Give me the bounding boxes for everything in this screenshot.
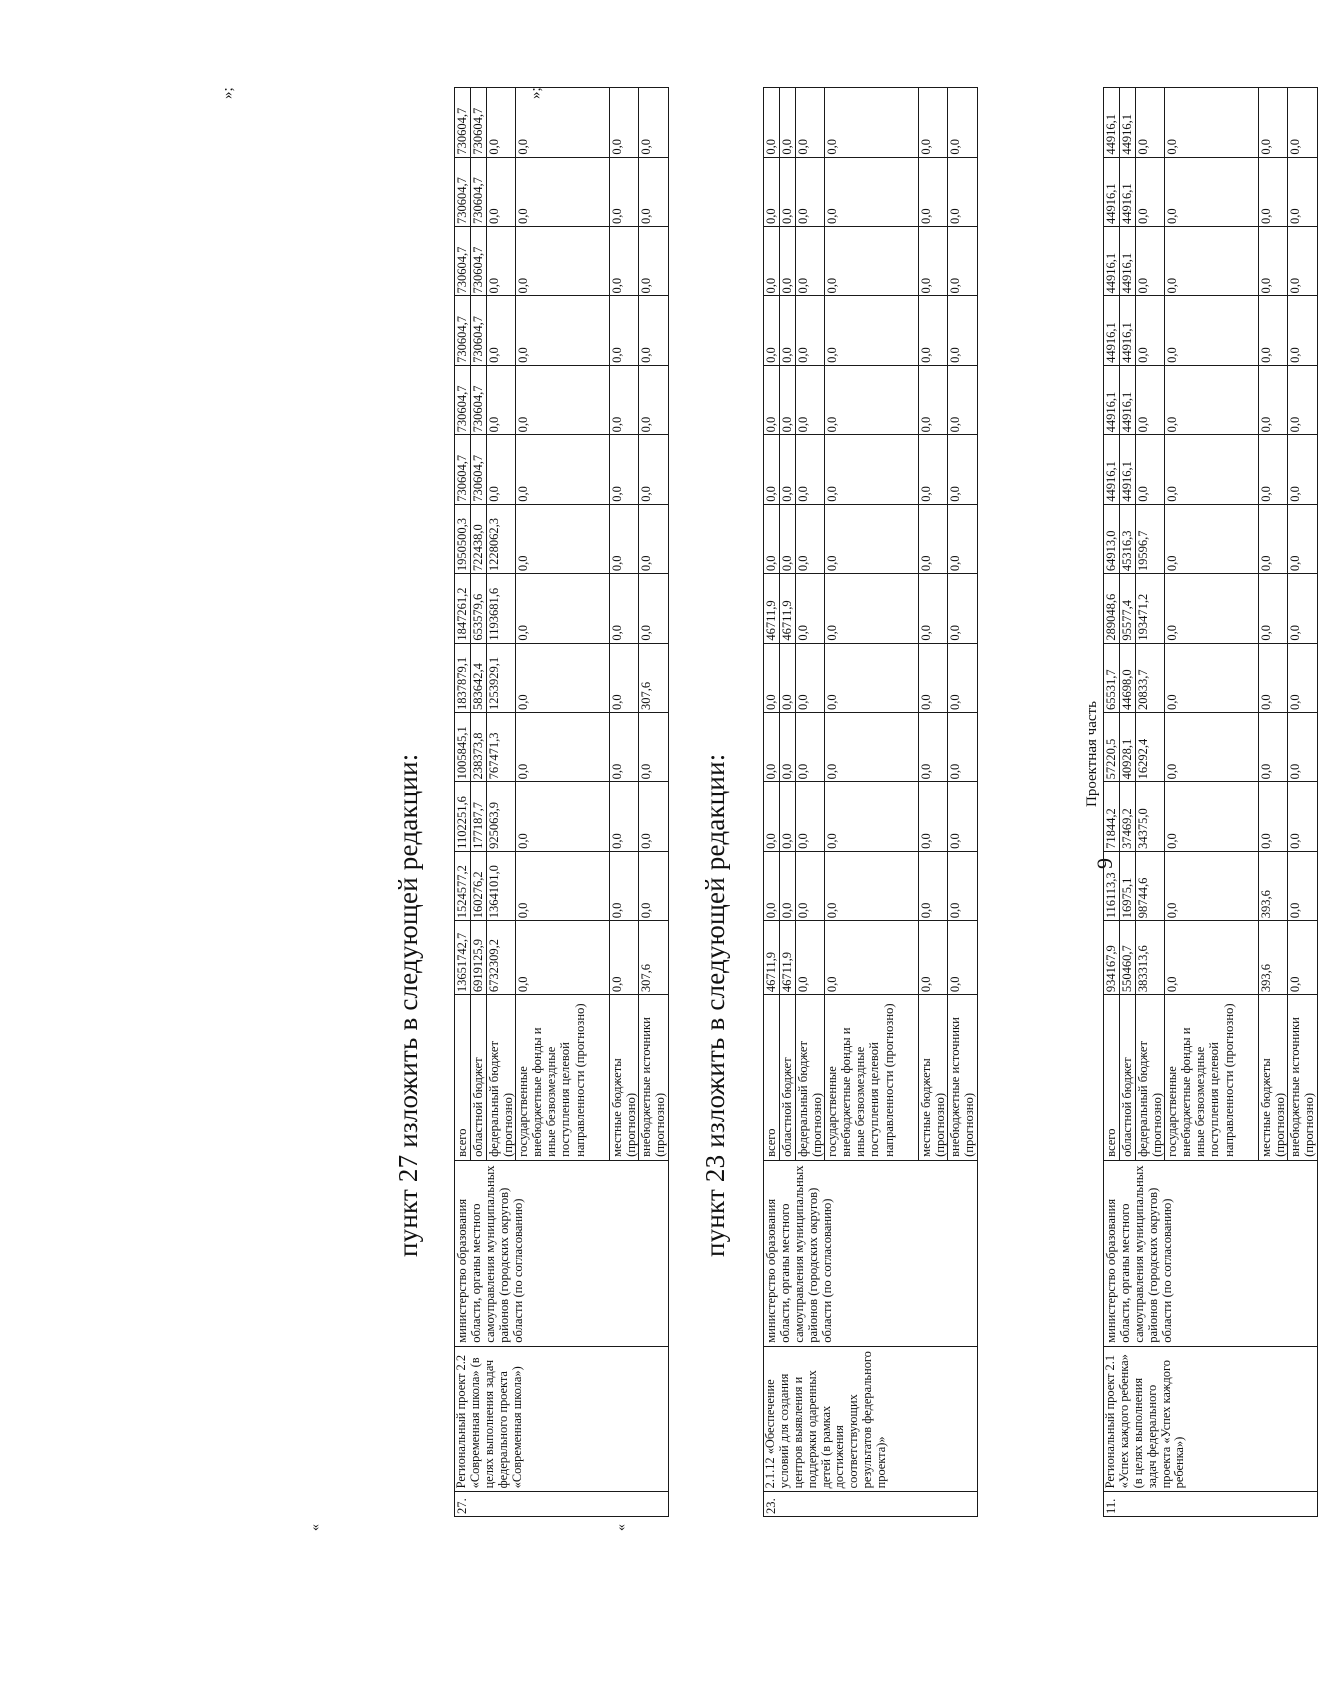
funding-source: местные бюджеты (прогнозно) <box>610 995 639 1161</box>
quote-close-23: »; <box>528 87 544 99</box>
amount-cell: 0,0 <box>1288 713 1317 782</box>
funding-source: федеральный бюджет (прогнозно) <box>1136 995 1165 1161</box>
amount-cell: 0,0 <box>487 296 516 365</box>
amount-cell: 0,0 <box>919 227 948 296</box>
amount-cell: 34375,0 <box>1136 782 1165 851</box>
amount-cell: 0,0 <box>825 435 919 504</box>
amount-cell: 0,0 <box>796 851 825 920</box>
amount-cell: 98744,6 <box>1136 851 1165 920</box>
amount-cell: 44916,1 <box>1120 227 1136 296</box>
amount-cell: 0,0 <box>780 782 796 851</box>
amount-cell: 0,0 <box>1259 504 1288 573</box>
amount-cell: 44916,1 <box>1104 435 1120 504</box>
amount-cell: 0,0 <box>516 296 610 365</box>
amount-cell: 0,0 <box>825 157 919 226</box>
amount-cell: 0,0 <box>948 435 977 504</box>
amount-cell: 0,0 <box>948 365 977 434</box>
amount-cell: 730604,7 <box>455 435 471 504</box>
amount-cell: 0,0 <box>516 504 610 573</box>
funding-source: федеральный бюджет (прогнозно) <box>487 995 516 1161</box>
amount-cell: 0,0 <box>1288 435 1317 504</box>
amount-cell: 44916,1 <box>1104 365 1120 434</box>
table-item-11 <box>1103 87 1318 1517</box>
amount-cell: 0,0 <box>1165 157 1259 226</box>
amount-cell: 0,0 <box>610 504 639 573</box>
amount-cell: 0,0 <box>1259 296 1288 365</box>
amount-cell: 44916,1 <box>1104 157 1120 226</box>
amount-cell: 0,0 <box>825 88 919 158</box>
amount-cell: 0,0 <box>639 157 668 226</box>
amount-cell: 0,0 <box>1136 296 1165 365</box>
amount-cell: 0,0 <box>1288 782 1317 851</box>
amount-cell: 116113,3 <box>1104 851 1120 920</box>
amount-cell: 722438,0 <box>471 504 487 573</box>
amount-cell: 0,0 <box>796 157 825 226</box>
amount-cell: 0,0 <box>610 643 639 712</box>
amount-cell: 0,0 <box>516 643 610 712</box>
amount-cell: 0,0 <box>610 365 639 434</box>
amount-cell: 0,0 <box>516 88 610 158</box>
amount-cell: 40928,1 <box>1120 713 1136 782</box>
amount-cell: 0,0 <box>639 435 668 504</box>
amount-cell: 0,0 <box>1165 713 1259 782</box>
amount-cell: 0,0 <box>610 574 639 643</box>
funding-source: внебюджетные источники (прогнозно) <box>639 995 668 1161</box>
amount-cell: 44916,1 <box>1104 296 1120 365</box>
amount-cell: 0,0 <box>948 157 977 226</box>
amount-cell: 0,0 <box>1165 88 1259 158</box>
amount-cell: 0,0 <box>1288 921 1317 995</box>
amount-cell: 0,0 <box>1259 365 1288 434</box>
amount-cell: 0,0 <box>780 851 796 920</box>
amount-cell: 0,0 <box>516 713 610 782</box>
amount-cell: 730604,7 <box>455 88 471 158</box>
amount-cell: 0,0 <box>1136 88 1165 158</box>
amount-cell: 0,0 <box>1259 574 1288 643</box>
amount-cell: 0,0 <box>610 435 639 504</box>
amount-cell: 0,0 <box>1288 574 1317 643</box>
result-name: Региональный проект 2.1 «Успех каждого ребенка» (в целях выполнения задач федерального проекта «Успех каждого ребенка») <box>1104 1346 1318 1492</box>
result-name: 2.1.12 «Обеспечение условий для создания центров выявления и поддержки одаренных детей (в рамках достижения соответствующих результатов федерального проекта)» <box>764 1346 978 1492</box>
amount-cell: 0,0 <box>764 365 780 434</box>
amount-cell: 0,0 <box>780 157 796 226</box>
amount-cell: 46711,9 <box>780 574 796 643</box>
amount-cell: 0,0 <box>1288 157 1317 226</box>
amount-cell: 193471,2 <box>1136 574 1165 643</box>
amount-cell: 0,0 <box>780 88 796 158</box>
table-item-27 <box>454 87 669 1517</box>
amount-cell: 20833,7 <box>1136 643 1165 712</box>
amount-cell: 0,0 <box>1136 435 1165 504</box>
amount-cell: 46711,9 <box>764 921 780 995</box>
amount-cell: 0,0 <box>487 435 516 504</box>
amount-cell: 37469,2 <box>1120 782 1136 851</box>
amount-cell: 0,0 <box>948 782 977 851</box>
amount-cell: 238373,8 <box>471 713 487 782</box>
amount-cell: 0,0 <box>919 851 948 920</box>
amount-cell: 0,0 <box>516 574 610 643</box>
amount-cell: 0,0 <box>919 296 948 365</box>
amount-cell: 0,0 <box>780 713 796 782</box>
amount-cell: 653579,6 <box>471 574 487 643</box>
funding-source: всего <box>455 995 471 1161</box>
amount-cell: 0,0 <box>1136 157 1165 226</box>
quote-open-27: « <box>308 1524 323 1531</box>
amount-cell: 0,0 <box>1259 713 1288 782</box>
amount-cell: 0,0 <box>1259 157 1288 226</box>
funding-source: государственные внебюджетные фонды и иные безвозмездные поступления целевой направленности (прогнозно) <box>516 995 610 1161</box>
amount-cell: 0,0 <box>919 365 948 434</box>
amount-cell: 95577,4 <box>1120 574 1136 643</box>
executor: министерство образования области, органы местного самоуправления муниципальных районов (городских округов) области (по согласованию) <box>455 1160 669 1346</box>
amount-cell: 307,6 <box>639 643 668 712</box>
amount-cell: 0,0 <box>1165 296 1259 365</box>
amount-cell: 0,0 <box>516 921 610 995</box>
amount-cell: 0,0 <box>948 574 977 643</box>
amount-cell: 730604,7 <box>471 296 487 365</box>
amount-cell: 1228062,3 <box>487 504 516 573</box>
amount-cell: 0,0 <box>1288 643 1317 712</box>
amount-cell: 0,0 <box>825 643 919 712</box>
amount-cell: 0,0 <box>919 88 948 158</box>
amount-cell: 0,0 <box>1165 574 1259 643</box>
funding-source: федеральный бюджет (прогнозно) <box>796 995 825 1161</box>
amount-cell: 0,0 <box>1259 227 1288 296</box>
project-part-caption: Проектная часть <box>1084 701 1100 807</box>
amount-cell: 0,0 <box>487 157 516 226</box>
amount-cell: 44916,1 <box>1104 88 1120 158</box>
amount-cell: 0,0 <box>825 227 919 296</box>
amount-cell: 0,0 <box>780 643 796 712</box>
table-row <box>764 88 780 1517</box>
row-number: 11. <box>1104 1492 1318 1517</box>
heading-item-23: пункт 23 изложить в следующей редакции: <box>700 753 730 1257</box>
amount-cell: 0,0 <box>1288 88 1317 158</box>
amount-cell: 0,0 <box>780 227 796 296</box>
amount-cell: 0,0 <box>1259 88 1288 158</box>
amount-cell: 0,0 <box>919 643 948 712</box>
amount-cell: 0,0 <box>1288 851 1317 920</box>
amount-cell: 0,0 <box>1165 851 1259 920</box>
amount-cell: 0,0 <box>1165 782 1259 851</box>
amount-cell: 0,0 <box>948 296 977 365</box>
amount-cell: 0,0 <box>516 435 610 504</box>
amount-cell: 0,0 <box>825 782 919 851</box>
amount-cell: 44916,1 <box>1120 157 1136 226</box>
amount-cell: 0,0 <box>610 921 639 995</box>
amount-cell: 1364101,0 <box>487 851 516 920</box>
amount-cell: 0,0 <box>487 88 516 158</box>
amount-cell: 0,0 <box>1165 504 1259 573</box>
amount-cell: 0,0 <box>1259 643 1288 712</box>
amount-cell: 0,0 <box>825 921 919 995</box>
amount-cell: 16292,4 <box>1136 713 1165 782</box>
amount-cell: 550460,7 <box>1120 921 1136 995</box>
amount-cell: 160276,2 <box>471 851 487 920</box>
page-number: 9 <box>1092 858 1117 869</box>
amount-cell: 0,0 <box>796 643 825 712</box>
amount-cell: 0,0 <box>948 713 977 782</box>
amount-cell: 0,0 <box>487 365 516 434</box>
amount-cell: 925063,9 <box>487 782 516 851</box>
amount-cell: 0,0 <box>919 435 948 504</box>
funding-source: государственные внебюджетные фонды и иные безвозмездные поступления целевой направленности (прогнозно) <box>825 995 919 1161</box>
row-number: 23. <box>764 1492 978 1517</box>
amount-cell: 0,0 <box>796 227 825 296</box>
amount-cell: 0,0 <box>610 782 639 851</box>
amount-cell: 44916,1 <box>1120 296 1136 365</box>
amount-cell: 0,0 <box>780 435 796 504</box>
funding-source: областной бюджет <box>471 995 487 1161</box>
funding-source: всего <box>764 995 780 1161</box>
amount-cell: 0,0 <box>948 227 977 296</box>
amount-cell: 46711,9 <box>764 574 780 643</box>
amount-cell: 730604,7 <box>471 365 487 434</box>
amount-cell: 16975,1 <box>1120 851 1136 920</box>
amount-cell: 0,0 <box>764 88 780 158</box>
funding-source: местные бюджеты (прогнозно) <box>1259 995 1288 1161</box>
amount-cell: 934167,9 <box>1104 921 1120 995</box>
amount-cell: 1102251,6 <box>455 782 471 851</box>
amount-cell: 1253929,1 <box>487 643 516 712</box>
funding-source: государственные внебюджетные фонды и иные безвозмездные поступления целевой направленности (прогнозно) <box>1165 995 1259 1161</box>
amount-cell: 0,0 <box>796 435 825 504</box>
amount-cell: 1193681,6 <box>487 574 516 643</box>
amount-cell: 0,0 <box>610 88 639 158</box>
amount-cell: 0,0 <box>610 157 639 226</box>
amount-cell: 65531,7 <box>1104 643 1120 712</box>
amount-cell: 6732309,2 <box>487 921 516 995</box>
amount-cell: 0,0 <box>825 713 919 782</box>
amount-cell: 0,0 <box>1136 365 1165 434</box>
funding-source: местные бюджеты (прогнозно) <box>919 995 948 1161</box>
amount-cell: 44916,1 <box>1104 227 1120 296</box>
amount-cell: 0,0 <box>825 365 919 434</box>
amount-cell: 383313,6 <box>1136 921 1165 995</box>
amount-cell: 6919125,9 <box>471 921 487 995</box>
amount-cell: 0,0 <box>516 851 610 920</box>
result-name: Региональный проект 2.2 «Современная школа» (в целях выполнения задач федерального проекта «Современная школа») <box>455 1346 669 1492</box>
amount-cell: 1837879,1 <box>455 643 471 712</box>
amount-cell: 0,0 <box>796 365 825 434</box>
amount-cell: 0,0 <box>764 504 780 573</box>
amount-cell: 0,0 <box>764 435 780 504</box>
amount-cell: 0,0 <box>796 921 825 995</box>
amount-cell: 730604,7 <box>455 365 471 434</box>
amount-cell: 0,0 <box>948 643 977 712</box>
amount-cell: 583642,4 <box>471 643 487 712</box>
amount-cell: 0,0 <box>1165 643 1259 712</box>
amount-cell: 0,0 <box>948 851 977 920</box>
amount-cell: 0,0 <box>780 365 796 434</box>
funding-source: всего <box>1104 995 1120 1161</box>
amount-cell: 0,0 <box>639 713 668 782</box>
amount-cell: 0,0 <box>1165 365 1259 434</box>
amount-cell: 0,0 <box>639 851 668 920</box>
amount-cell: 44916,1 <box>1120 88 1136 158</box>
amount-cell: 730604,7 <box>455 227 471 296</box>
table-row <box>1104 88 1120 1517</box>
amount-cell: 0,0 <box>610 227 639 296</box>
amount-cell: 0,0 <box>639 296 668 365</box>
row-number: 27. <box>455 1492 669 1517</box>
amount-cell: 0,0 <box>919 921 948 995</box>
amount-cell: 0,0 <box>639 574 668 643</box>
funding-source: внебюджетные источники (прогнозно) <box>1288 995 1317 1161</box>
amount-cell: 0,0 <box>825 504 919 573</box>
amount-cell: 64913,0 <box>1104 504 1120 573</box>
amount-cell: 0,0 <box>919 504 948 573</box>
amount-cell: 0,0 <box>639 365 668 434</box>
amount-cell: 0,0 <box>780 504 796 573</box>
executor: министерство образования области, органы местного самоуправления муниципальных районов (городских округов) области (по согласованию) <box>764 1160 978 1346</box>
amount-cell: 177187,7 <box>471 782 487 851</box>
amount-cell: 0,0 <box>516 782 610 851</box>
amount-cell: 0,0 <box>1288 365 1317 434</box>
amount-cell: 0,0 <box>825 851 919 920</box>
amount-cell: 730604,7 <box>471 157 487 226</box>
amount-cell: 0,0 <box>516 227 610 296</box>
amount-cell: 0,0 <box>639 88 668 158</box>
amount-cell: 1950500,3 <box>455 504 471 573</box>
amount-cell: 0,0 <box>764 851 780 920</box>
amount-cell: 0,0 <box>1288 504 1317 573</box>
amount-cell: 0,0 <box>919 574 948 643</box>
amount-cell: 0,0 <box>516 157 610 226</box>
amount-cell: 0,0 <box>1259 435 1288 504</box>
amount-cell: 730604,7 <box>455 157 471 226</box>
amount-cell: 730604,7 <box>471 435 487 504</box>
amount-cell: 0,0 <box>796 504 825 573</box>
amount-cell: 0,0 <box>764 782 780 851</box>
funding-source: областной бюджет <box>780 995 796 1161</box>
amount-cell: 0,0 <box>764 157 780 226</box>
amount-cell: 0,0 <box>1288 296 1317 365</box>
amount-cell: 0,0 <box>764 643 780 712</box>
funding-source: внебюджетные источники (прогнозно) <box>948 995 977 1161</box>
amount-cell: 0,0 <box>919 782 948 851</box>
amount-cell: 0,0 <box>948 921 977 995</box>
amount-cell: 0,0 <box>796 296 825 365</box>
amount-cell: 0,0 <box>639 227 668 296</box>
amount-cell: 730604,7 <box>471 88 487 158</box>
amount-cell: 44916,1 <box>1120 435 1136 504</box>
amount-cell: 393,6 <box>1259 851 1288 920</box>
amount-cell: 0,0 <box>1165 921 1259 995</box>
amount-cell: 57220,5 <box>1104 713 1120 782</box>
amount-cell: 730604,7 <box>471 227 487 296</box>
amount-cell: 13651742,7 <box>455 921 471 995</box>
amount-cell: 289048,6 <box>1104 574 1120 643</box>
amount-cell: 1847261,2 <box>455 574 471 643</box>
amount-cell: 0,0 <box>764 296 780 365</box>
amount-cell: 1005845,1 <box>455 713 471 782</box>
amount-cell: 44698,0 <box>1120 643 1136 712</box>
table-row <box>455 88 471 1517</box>
amount-cell: 0,0 <box>948 504 977 573</box>
amount-cell: 0,0 <box>825 574 919 643</box>
amount-cell: 0,0 <box>1136 227 1165 296</box>
amount-cell: 0,0 <box>919 157 948 226</box>
amount-cell: 19596,7 <box>1136 504 1165 573</box>
amount-cell: 44916,1 <box>1120 365 1136 434</box>
funding-source: областной бюджет <box>1120 995 1136 1161</box>
amount-cell: 0,0 <box>1165 227 1259 296</box>
amount-cell: 0,0 <box>796 782 825 851</box>
amount-cell: 0,0 <box>1288 227 1317 296</box>
amount-cell: 0,0 <box>1165 435 1259 504</box>
executor: министерство образования области, органы местного самоуправления муниципальных районов (городских округов) области (по согласованию) <box>1104 1160 1318 1346</box>
amount-cell: 0,0 <box>796 713 825 782</box>
amount-cell: 307,6 <box>639 921 668 995</box>
amount-cell: 0,0 <box>610 851 639 920</box>
amount-cell: 1524577,2 <box>455 851 471 920</box>
amount-cell: 393,6 <box>1259 921 1288 995</box>
amount-cell: 0,0 <box>639 782 668 851</box>
amount-cell: 0,0 <box>610 713 639 782</box>
amount-cell: 0,0 <box>825 296 919 365</box>
amount-cell: 71844,2 <box>1104 782 1120 851</box>
amount-cell: 0,0 <box>764 227 780 296</box>
quote-close-27: »; <box>220 87 236 99</box>
amount-cell: 0,0 <box>796 574 825 643</box>
amount-cell: 0,0 <box>1259 782 1288 851</box>
amount-cell: 0,0 <box>639 504 668 573</box>
table-item-23 <box>763 87 978 1517</box>
amount-cell: 45316,3 <box>1120 504 1136 573</box>
amount-cell: 0,0 <box>796 88 825 158</box>
amount-cell: 0,0 <box>610 296 639 365</box>
amount-cell: 0,0 <box>948 88 977 158</box>
amount-cell: 46711,9 <box>780 921 796 995</box>
amount-cell: 0,0 <box>764 713 780 782</box>
amount-cell: 0,0 <box>780 296 796 365</box>
heading-item-27: пункт 27 изложить в следующей редакции: <box>393 753 423 1257</box>
amount-cell: 767471,3 <box>487 713 516 782</box>
amount-cell: 730604,7 <box>455 296 471 365</box>
amount-cell: 0,0 <box>516 365 610 434</box>
amount-cell: 0,0 <box>487 227 516 296</box>
amount-cell: 0,0 <box>919 713 948 782</box>
quote-open-23: « <box>614 1524 629 1531</box>
